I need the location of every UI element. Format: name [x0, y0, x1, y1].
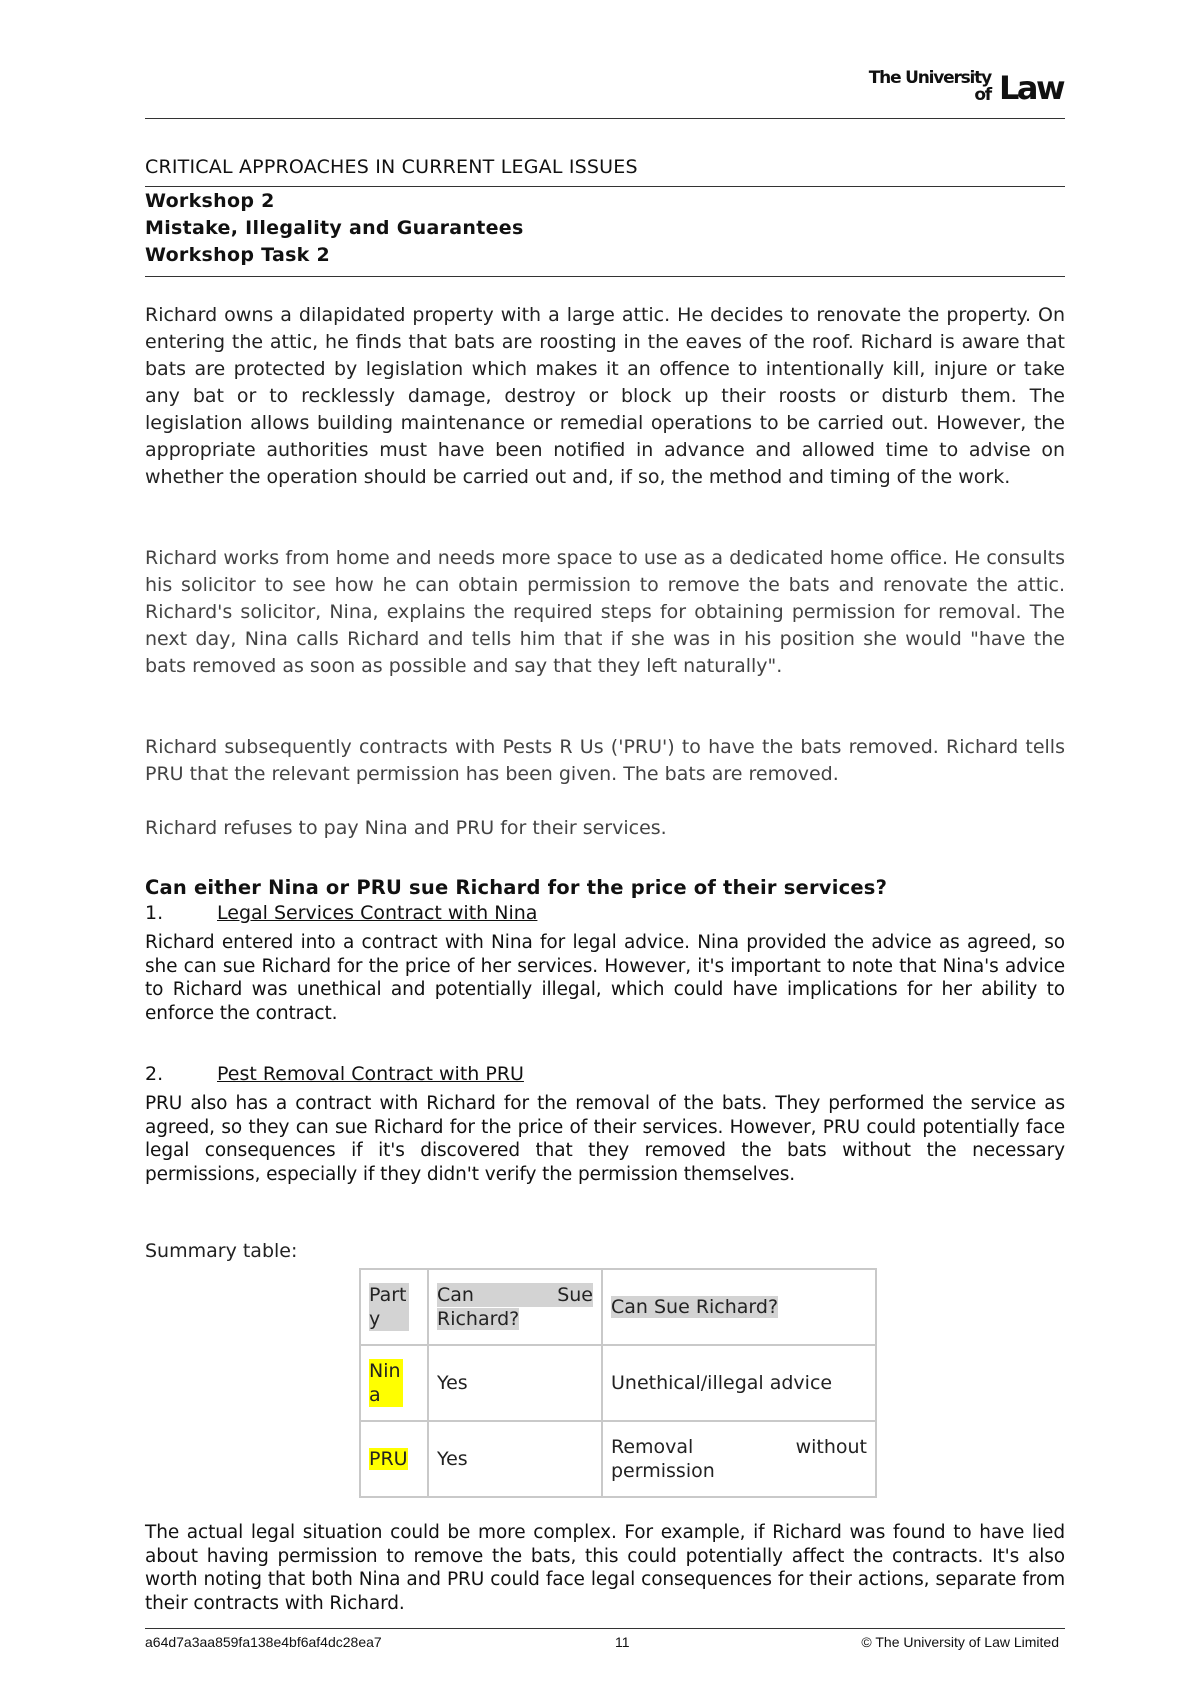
- section-number: 1.: [145, 902, 164, 924]
- header-issue: Can Sue Richard?: [611, 1296, 779, 1318]
- section-heading: [145, 1063, 524, 1085]
- course-title: CRITICAL APPROACHES IN CURRENT LEGAL ISSUES: [145, 156, 638, 178]
- scenario-paragraph: Richard works from home and needs more space to use as a dedicated home office. He consults his solicitor to see how he can obtain permission to remove the bats and renovate the attic. Richard's solicitor, Nina, explains the required steps for obtaining permission for removal. The next day, Nina calls Richard and tells him that if she was in his position she would "have the bats removed as soon as possible and say that they left naturally".: [145, 547, 1065, 677]
- issue-line: [611, 1435, 867, 1459]
- summary-table: [359, 1268, 877, 1498]
- table-header-cell: [428, 1269, 602, 1345]
- header-party: Part y: [369, 1283, 409, 1331]
- logo-line-1: The University: [868, 68, 991, 88]
- document-page: [145, 0, 1065, 1696]
- university-logo: [863, 66, 1063, 110]
- issue-word: permission: [611, 1460, 715, 1482]
- issue-word: without: [795, 1436, 867, 1458]
- table-cell: Yes: [428, 1421, 602, 1497]
- topic-heading: Mistake, Illegality and Guarantees: [145, 217, 524, 239]
- table-row: [360, 1421, 876, 1497]
- divider: [145, 186, 1065, 187]
- table-cell: [602, 1421, 876, 1497]
- table-header-row: [360, 1269, 876, 1345]
- table-header-cell: [360, 1269, 428, 1345]
- issue-word: Removal: [611, 1436, 694, 1458]
- section-title: Pest Removal Contract with PRU: [217, 1063, 524, 1085]
- header-word: Richard?: [437, 1308, 520, 1330]
- scenario-paragraph: Richard subsequently contracts with Pests R Us ('PRU') to have the bats removed. Richard tells PRU that the relevant permission has been given. The bats are removed.: [145, 736, 1065, 785]
- section-title: Legal Services Contract with Nina: [217, 902, 538, 924]
- copyright-notice: © The University of Law Limited: [861, 1634, 1059, 1650]
- header-can-sue: [437, 1283, 593, 1307]
- header-word: Sue: [557, 1284, 593, 1306]
- section-heading: [145, 902, 537, 924]
- party-name: PRU: [369, 1448, 408, 1470]
- logo-line-3: Law: [998, 69, 1063, 107]
- summary-label: Summary table:: [145, 1240, 298, 1262]
- footer-rule: [145, 1628, 1065, 1629]
- conclusion-paragraph: The actual legal situation could be more complex. For example, if Richard was found to have lied about having permission to remove the bats, this could potentially affect the contracts. It's also worth noting that both Nina and PRU could face legal consequences for their actions, separate from their contracts with Richard.: [145, 1522, 1065, 1614]
- table-cell: [360, 1421, 428, 1497]
- table-header-cell: [602, 1269, 876, 1345]
- scenario-paragraph: Richard refuses to pay Nina and PRU for their services.: [145, 817, 667, 839]
- divider: [145, 276, 1065, 277]
- question-heading: Can either Nina or PRU sue Richard for the price of their services?: [145, 876, 888, 899]
- workshop-heading: Workshop 2: [145, 190, 275, 212]
- scenario-paragraph: Richard owns a dilapidated property with a large attic. He decides to renovate the property. On entering the attic, he finds that bats are roosting in the eaves of the roof. Richard is aware that bats are protected by legislation which makes it an offence to intentionally kill, injure or take any bat or to recklessly damage, destroy or block up their roosts or disturb them. The legislation allows building maintenance or remedial operations to be carried out. However, the appropriate authorities must have been notified in advance and allowed time to advise on whether the operation should be carried out and, if so, the method and timing of the work.: [145, 304, 1065, 488]
- section-body: Richard entered into a contract with Nina for legal advice. Nina provided the advice as agreed, so she can sue Richard for the price of her services. However, it's important to note that Nina's advice to Richard was unethical and potentially illegal, which could have implications for her ability to enforce the contract.: [145, 932, 1065, 1024]
- page-number: 11: [615, 1634, 630, 1650]
- table-cell: [360, 1345, 428, 1421]
- table-cell: Unethical/illegal advice: [602, 1345, 876, 1421]
- header-rule: [145, 118, 1065, 119]
- logo-line-2: of: [974, 85, 991, 105]
- task-heading: Workshop Task 2: [145, 244, 331, 266]
- table-row: [360, 1345, 876, 1421]
- section-number: 2.: [145, 1063, 164, 1085]
- document-id: a64d7a3aa859fa138e4bf6af4dc28ea7: [145, 1634, 382, 1650]
- section-body: PRU also has a contract with Richard for the removal of the bats. They performed the service as agreed, so they can sue Richard for the price of their services. However, PRU could potentially face legal consequences if it's discovered that they removed the bats without the necessary permissions, especially if they didn't verify the permission themselves.: [145, 1093, 1065, 1185]
- table-cell: Yes: [428, 1345, 602, 1421]
- header-word: Can: [437, 1284, 474, 1306]
- party-name: Nin a: [369, 1359, 403, 1407]
